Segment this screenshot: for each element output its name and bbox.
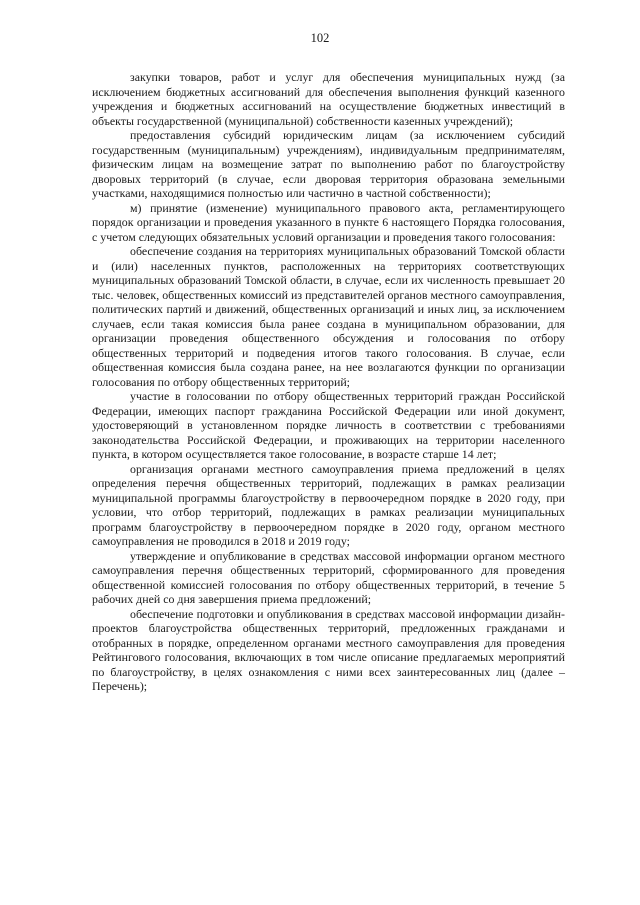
paragraph-proposals: организация органами местного самоуправления приема предложений в целях определения перечня общественных территорий, подлежащих в рамках реализации муниципальной программы благоустройству в первоочередном порядке в 2020 году, при условии, что отбор территорий, подлежащих в рамках реализации муниципальных программ благоустройству в первоочередном порядке в 2020 году, органом местного самоуправления не проводился в 2018 и 2019 году; [92,461,565,548]
document-body [92,70,565,694]
paragraph-design-projects: обеспечение подготовки и опубликования в средствах массовой информации дизайн-проектов благоустройства общественных территорий, предложенных гражданами и отобранных в порядке, определенном органами местного самоуправления для проведения Рейтингового голосования, включающих в том числе описание предлагаемых мероприятий по благоустройству, в целях ознакомления с ними всех заинтересованных лиц (далее – Перечень); [92,606,565,693]
paragraph-participation: участие в голосовании по отбору общественных территорий граждан Российской Федерации, имеющих паспорт гражданина Российской Федерации или иной документ, удостоверяющий в установленном порядке личность в соответствии с требованиями законодательства Российской Федерации, и проживающих на территории населенного пункта, в котором осуществляется такое голосование, в возрасте старше 14 лет; [92,389,565,461]
paragraph-procurement: закупки товаров, работ и услуг для обеспечения муниципальных нужд (за исключением бюджетных ассигнований для обеспечения выполнения функций казенного учреждения и бюджетных ассигнований на осуществление бюджетных инвестиций в объекты государственной (муниципальной) собственности казенных учреждений); [92,70,565,128]
paragraph-approval: утверждение и опубликование в средствах массовой информации органом местного самоуправления перечня общественных территорий, сформированного для проведения общественной комиссией голосования по отбору общественных территорий, в течение 5 рабочих дней со дня завершения приема предложений; [92,548,565,606]
paragraph-subsidies: предоставления субсидий юридическим лицам (за исключением субсидий государственным (муниципальным) учреждениям), индивидуальным предпринимателям, физическим лицам на возмещение затрат по выполнению работ по благоустройству дворовых территорий (в случае, если дворовая территория образована земельными участками, находящимися полностью или частично в частной собственности); [92,128,565,200]
paragraph-item-m: м) принятие (изменение) муниципального правового акта, регламентирующего порядок организации и проведения указанного в пункте 6 настоящего Порядка голосования, с учетом следующих обязательных условий организации и проведения такого голосования: [92,200,565,244]
page-number: 102 [310,31,330,45]
paragraph-commission: обеспечение создания на территориях муниципальных образований Томской области и (или) населенных пунктов, расположенных на территориях соответствующих муниципальных образований Томской области, в случае, если их численность превышает 20 тыс. человек, общественных комиссий из представителей органов местного самоуправления, политических партий и движений, общественных организаций и иных лиц, за исключением случаев, если такая комиссия была ранее создана в муниципальном образовании, для организации проведения общественного обсуждения и голосования по отбору общественных территорий и подведения итогов такого голосования. В случае, если общественная комиссия была создана ранее, на нее возлагаются функции по организации голосования по отбору общественных территорий; [92,244,565,389]
